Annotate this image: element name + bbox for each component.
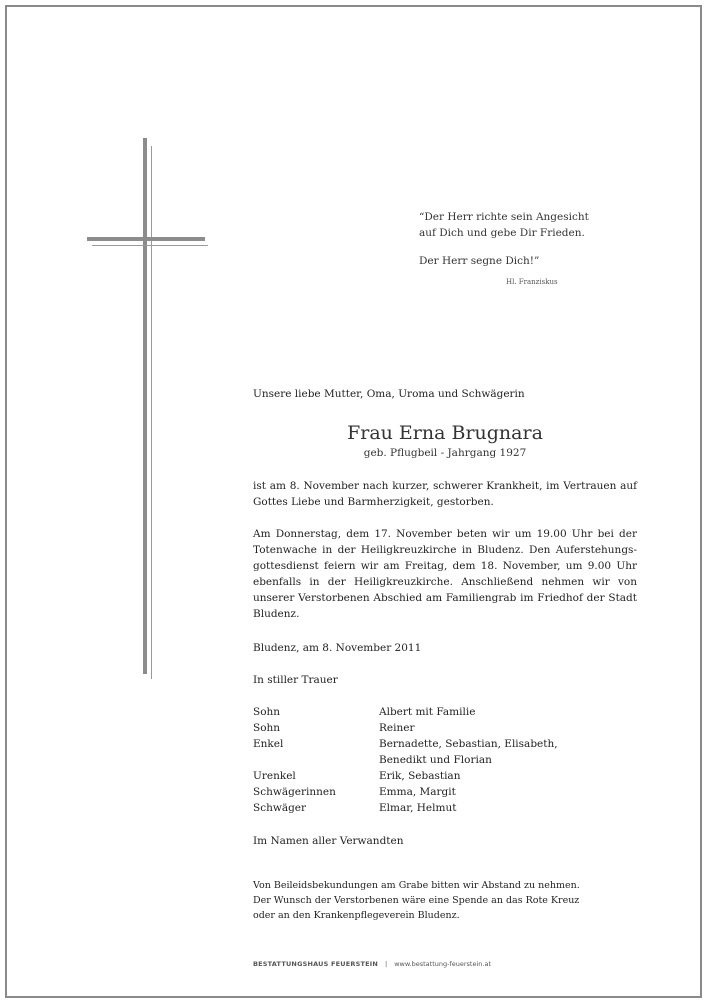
mourner-names: Bernadette, Sebastian, Elisabeth, (379, 738, 558, 750)
signature-line: Im Namen aller Verwandten (253, 835, 404, 847)
footer-website[interactable]: www.bestattung-feuerstein.at (394, 960, 492, 968)
mourner-role: Enkel (253, 738, 284, 750)
mourner-row (253, 784, 637, 800)
mourner-names: Reiner (379, 722, 415, 734)
birth-info: geb. Pflugbeil - Jahrgang 1927 (363, 447, 527, 459)
intro-line: Unsere liebe Mutter, Oma, Uroma und Schwägerin (253, 388, 525, 400)
closing-line: Der Wunsch der Verstorbenen wäre eine Spende an das Rote Kreuz (253, 895, 580, 906)
mourner-role: Urenkel (253, 770, 296, 782)
mourner-names: Albert mit Familie (379, 706, 476, 718)
mourners-list (253, 704, 637, 816)
death-paragraph: ist am 8. November nach kurzer, schwerer Krankheit, im Vertrauen auf Gottes Liebe und Barmherzigkeit, gestorben. (253, 480, 637, 508)
deceased-name: Frau Erna Brugnara (347, 422, 543, 444)
mourner-row (253, 736, 637, 752)
service-paragraph: Am Donnerstag, dem 17. November beten wir um 19.00 Uhr bei der Totenwache in der Heiligkreuzkirche in Bludenz. Den Auferstehungsgottesdienst feiern wir am Freitag, dem 18. November, um 9.00 Uhr ebenfalls in der Heiligkreuzkirche. Anschließend nehmen wir von unserer Verstorbenen Abschied am Familiengrab im Friedhof der Stadt Bludenz. (253, 528, 637, 620)
quote-line: Der Herr segne Dich!” (419, 255, 540, 267)
mourning-line: In stiller Trauer (253, 674, 338, 686)
mourner-names: Benedikt und Florian (379, 754, 492, 766)
place-date: Bludenz, am 8. November 2011 (253, 642, 422, 654)
mourner-row (253, 704, 637, 720)
bible-quote (419, 209, 649, 286)
mourner-names: Emma, Margit (379, 786, 456, 798)
mourner-role (253, 752, 379, 768)
closing-line: Von Beileidsbekundungen am Grabe bitten wir Abstand zu nehmen. (253, 880, 580, 891)
quote-line: “Der Herr richte sein Angesicht (419, 211, 589, 223)
closing-line: oder an den Krankenpflegeverein Bludenz. (253, 910, 460, 921)
mourner-row (253, 720, 637, 736)
footer (253, 960, 491, 968)
quote-author: Hl. Franziskus (506, 278, 558, 286)
mourner-row (253, 800, 637, 816)
mourner-row (253, 752, 637, 768)
mourner-names: Erik, Sebastian (379, 770, 461, 782)
mourner-role: Schwäger (253, 802, 307, 814)
closing-note (253, 878, 637, 923)
footer-company: BESTATTUNGSHAUS FEUERSTEIN (253, 960, 378, 968)
mourner-role: Schwägerinnen (253, 786, 336, 798)
quote-line: auf Dich und gebe Dir Frieden. (419, 227, 585, 239)
footer-separator: | (385, 960, 388, 968)
mourner-role: Sohn (253, 722, 281, 734)
mourner-row (253, 768, 637, 784)
mourner-role: Sohn (253, 706, 281, 718)
mourner-names: Elmar, Helmut (379, 802, 457, 814)
